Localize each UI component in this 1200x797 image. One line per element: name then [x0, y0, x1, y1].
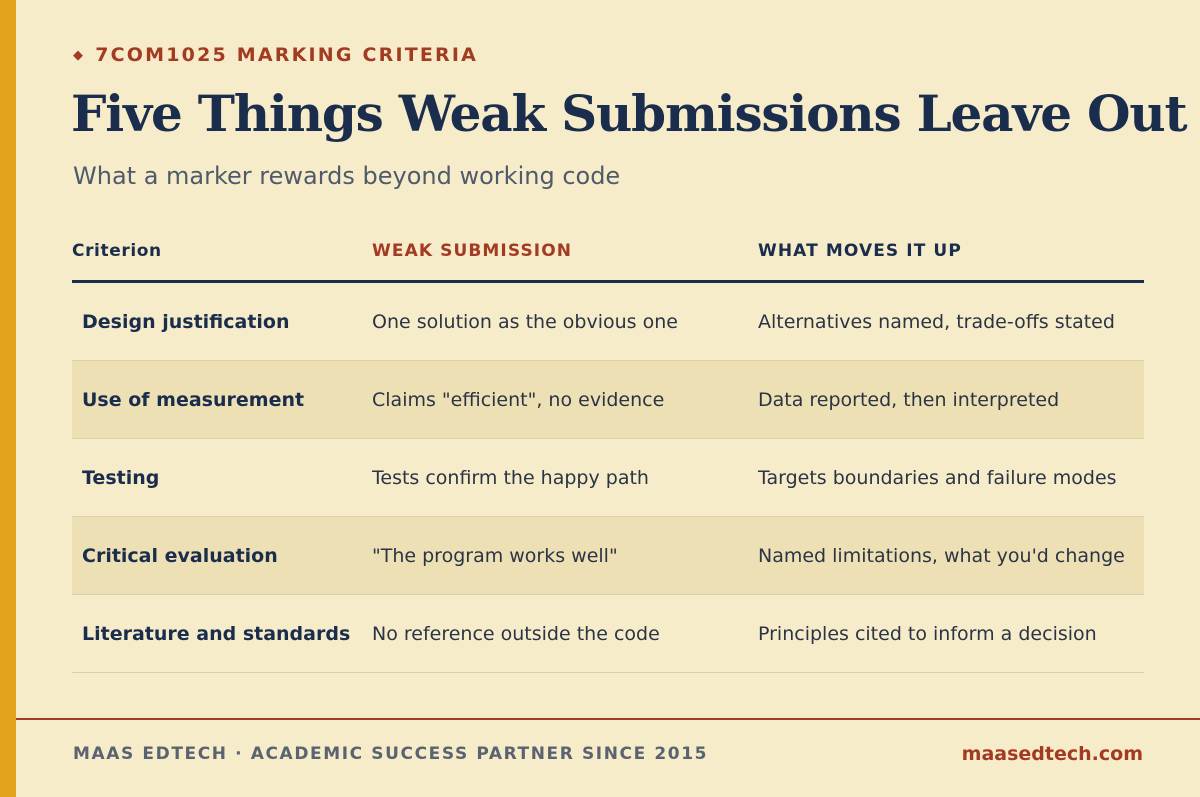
column-header-weak: WEAK SUBMISSION: [372, 241, 573, 261]
weak-cell: "The program works well": [372, 544, 618, 567]
weak-cell: Tests confirm the happy path: [372, 466, 649, 489]
weak-cell: One solution as the obvious one: [372, 310, 678, 333]
weak-cell: Claims "efficient", no evidence: [372, 388, 665, 411]
improve-cell: Principles cited to inform a decision: [758, 622, 1097, 645]
improve-cell: Data reported, then interpreted: [758, 388, 1060, 411]
criterion-cell: Literature and standards: [82, 622, 351, 645]
table-row: [72, 439, 1144, 517]
accent-bar: [0, 0, 16, 797]
table-row: [72, 283, 1144, 361]
page-subtitle: What a marker rewards beyond working code: [73, 162, 621, 190]
footer-divider: [16, 718, 1200, 720]
table-header: [72, 232, 1144, 283]
eyebrow-label: [73, 44, 478, 66]
page-title: Five Things Weak Submissions Leave Out: [71, 84, 1187, 143]
criterion-cell: Testing: [82, 466, 160, 489]
improve-cell: Alternatives named, trade-offs stated: [758, 310, 1115, 333]
eyebrow-text: 7COM1025 MARKING CRITERIA: [95, 44, 479, 66]
table-row: [72, 361, 1144, 439]
table-row: [72, 595, 1144, 673]
footer-tagline: MAAS EDTECH · ACADEMIC SUCCESS PARTNER SINCE 2015: [73, 744, 709, 764]
criterion-cell: Design justification: [82, 310, 290, 333]
table-row: [72, 517, 1144, 595]
diamond-icon: ◆: [73, 48, 86, 63]
improve-cell: Named limitations, what you'd change: [758, 544, 1125, 567]
weak-cell: No reference outside the code: [372, 622, 660, 645]
column-header-criterion: Criterion: [72, 241, 162, 261]
criterion-cell: Use of measurement: [82, 388, 305, 411]
criterion-cell: Critical evaluation: [82, 544, 278, 567]
criteria-table: [72, 232, 1144, 673]
footer-website-link[interactable]: maasedtech.com: [961, 743, 1143, 765]
improve-cell: Targets boundaries and failure modes: [758, 466, 1117, 489]
column-header-improve: WHAT MOVES IT UP: [758, 241, 962, 261]
